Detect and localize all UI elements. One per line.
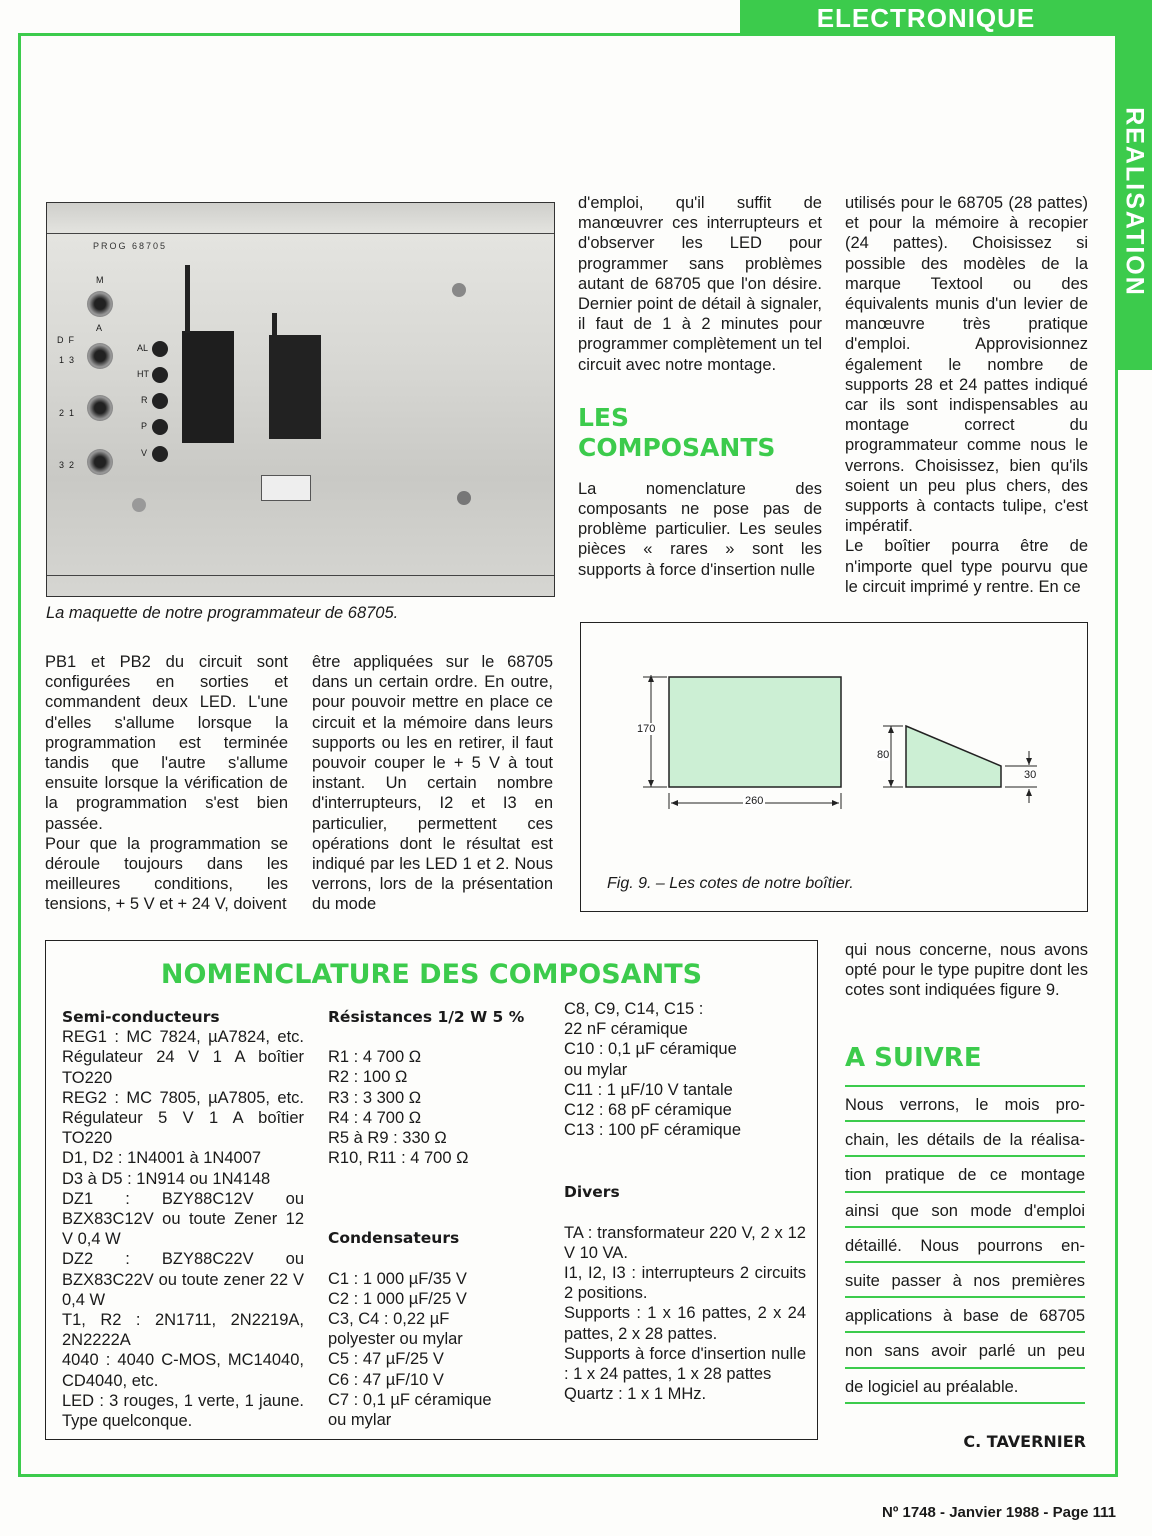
paragraph: d'emploi, qu'il suffit de manœuvrer ces interrupteurs et d'observer les LED pour programmer sans problèmes autant de 68705 que l'on désire. Dernier point de détail à signaler, il faut de 1 à 2 minutes pour programmer complètement un tel circuit avec notre montage. xyxy=(578,194,822,374)
part-item: R3 : 3 300 Ω xyxy=(328,1088,422,1107)
dim-height: 170 xyxy=(637,723,656,735)
led-label: HT xyxy=(137,369,149,379)
screw xyxy=(132,498,146,512)
paragraph: utilisés pour le 68705 (28 pattes) et pour la mémoire à recopier (24 pattes). Choisissez si possible des modèles de la marque Textool ou des équivalents munis d'un levier de manœuvre très pratique d'emploi. Approvisionnez également le nombre de supports 28 et 24 pattes indiqué car ils sont indispensables au montage correct du programmateur comme nous le verrons. Choisissez, bien qu'ils soient un peu plus chers, des supports à contacts tulipe, c'est impératif. xyxy=(845,194,1088,536)
zif-socket-28 xyxy=(182,331,234,443)
page-frame-right xyxy=(1115,368,1118,1474)
enclosure-dimensions-drawing xyxy=(581,623,1089,913)
zif-lever xyxy=(272,313,277,337)
led xyxy=(152,446,168,462)
part-item: TA : transformateur 220 V, 2 x 12 V 10 VA. xyxy=(564,1223,806,1262)
switch-m xyxy=(87,291,113,317)
part-item: R5 à R9 : 330 Ω xyxy=(328,1129,447,1148)
switch-label: 2 1 xyxy=(59,408,75,418)
switch-label: M xyxy=(96,275,104,285)
led-label: R xyxy=(141,395,148,405)
screw xyxy=(457,491,471,505)
part-item: Quartz : 1 x 1 MHz. xyxy=(564,1385,707,1404)
photo-caption: La maquette de notre programmateur de 68705. xyxy=(46,604,399,622)
subheading: Divers xyxy=(564,1183,620,1202)
ruled-line: tion pratique de ce montage xyxy=(845,1155,1085,1190)
led-label: V xyxy=(141,448,148,458)
dim-back: 80 xyxy=(877,749,890,761)
switch-1 xyxy=(87,343,113,369)
ruled-line: ainsi que son mode d'emploi xyxy=(845,1191,1085,1226)
enclosure-side-view xyxy=(906,726,1001,787)
paragraph: être appliquées sur le 68705 dans un certain ordre. En outre, pour pouvoir mettre en place ce circuit et la mémoire dans leurs supports ou les en retirer, il faut pouvoir couper le + 5 V à tout instant. Un certain nombre d'interrupteurs, I2 et I3 en particulier, permettent ces opérations dont le résultat est indiqué par les LED 1 et 2. Nous verrons, lors de la présentation du mode xyxy=(312,653,553,914)
figure-9 xyxy=(580,622,1088,912)
column-right-top xyxy=(845,193,1088,597)
part-item: C8, C9, C14, C15 : 22 nF céramique xyxy=(564,1000,704,1039)
part-item: R2 : 100 Ω xyxy=(328,1068,408,1087)
part-item: C2 : 1 000 µF/25 V xyxy=(328,1289,467,1308)
resistors-capacitors-column xyxy=(328,1007,548,1430)
ruled-line: suite passer à nos premières xyxy=(845,1261,1085,1296)
dim-front: 30 xyxy=(1024,769,1037,781)
part-item: C11 : 1 µF/10 V tantale xyxy=(564,1080,733,1099)
part-item: C10 : 0,1 µF céramique ou mylar xyxy=(564,1040,737,1079)
semiconductors-column xyxy=(62,1007,304,1431)
column-mid-bottom xyxy=(312,652,553,915)
part-item: C7 : 0,1 µF céramique ou mylar xyxy=(328,1390,492,1430)
part-item: D3 à D5 : 1N914 ou 1N4148 xyxy=(62,1169,271,1188)
paragraph: qui nous concerne, nous avons opté pour le type pupitre dont les cotes sont indiquées figure 9. xyxy=(845,941,1088,1000)
column-mid-top xyxy=(578,193,822,580)
parts-list-box xyxy=(45,940,818,1440)
zif-lever xyxy=(185,265,190,333)
part-item: REG2 : MC 7805, µA7805, etc. Régulateur 5 V 1 A boîtier TO220 xyxy=(62,1088,304,1148)
part-item: LED : 3 rouges, 1 verte, 1 jaune. Type quelconque. xyxy=(62,1391,304,1431)
part-item: R1 : 4 700 Ω xyxy=(328,1048,422,1067)
led-label: AL xyxy=(137,343,149,353)
zif-socket-24 xyxy=(269,335,321,439)
screw xyxy=(452,283,466,297)
figure-caption: Fig. 9. – Les cotes de notre boîtier. xyxy=(607,875,854,892)
a-suivre-heading: A SUIVRE xyxy=(845,1043,982,1073)
switch-label: A xyxy=(96,323,103,333)
part-item: C3, C4 : 0,22 µF polyester ou mylar xyxy=(328,1310,463,1349)
switch-label: D F xyxy=(57,335,74,345)
column-right-bottom xyxy=(845,940,1088,1001)
programmer-photo xyxy=(46,202,555,597)
side-tab-label: REALISATION xyxy=(1120,106,1148,297)
led xyxy=(152,367,168,383)
part-item: C13 : 100 pF céramique xyxy=(564,1121,742,1140)
ruled-line: applications à base de 68705 xyxy=(845,1296,1085,1331)
part-item: C6 : 47 µF/10 V xyxy=(328,1370,444,1389)
subheading: Semi-conducteurs xyxy=(62,1008,220,1026)
part-item: 4040 : 4040 C-MOS, MC14040, CD4040, etc. xyxy=(62,1351,304,1390)
author: C. TAVERNIER xyxy=(963,1432,1086,1451)
part-item: D1, D2 : 1N4001 à 1N4007 xyxy=(62,1149,262,1168)
switch-3 xyxy=(87,449,113,475)
part-item: I1, I2, I3 : interrupteurs 2 circuits 2 positions. xyxy=(564,1264,806,1303)
switch-2 xyxy=(87,395,113,421)
parts-list-title: NOMENCLATURE DES COMPOSANTS xyxy=(160,959,703,990)
ruled-line: chain, les détails de la réalisa- xyxy=(845,1120,1085,1155)
ruled-line: Nous verrons, le mois pro- xyxy=(845,1085,1085,1120)
part-item: R10, R11 : 4 700 Ω xyxy=(328,1149,469,1168)
led xyxy=(152,393,168,409)
column-left-bottom xyxy=(45,652,288,915)
section-heading: LES COMPOSANTS xyxy=(578,402,776,462)
part-item: C12 : 68 pF céramique xyxy=(564,1101,732,1120)
ruled-line: non sans avoir parlé un peu xyxy=(845,1331,1085,1366)
led-label: P xyxy=(141,421,148,431)
led xyxy=(152,341,168,357)
subheading: Condensateurs xyxy=(328,1229,460,1248)
capacitors-misc-column xyxy=(564,999,806,1404)
part-item: C5 : 47 µF/25 V xyxy=(328,1350,444,1369)
paragraph: Pour que la programmation se déroule toujours dans les meilleures conditions, les tensions, + 5 V et + 24 V, doivent xyxy=(45,834,288,914)
part-item: Supports à force d'insertion nulle : 1 x 24 pattes, 1 x 28 pattes xyxy=(564,1344,806,1384)
section-header: ELECTRONIQUE xyxy=(740,0,1152,36)
paragraph: PB1 et PB2 du circuit sont configurées en sorties et commandent deux LED. L'une d'elles s'allume lorsque la programmation est terminée tandis que l'autre s'allume ensuite lorsque la vérification de la programmation s'est bien passée. xyxy=(45,653,288,833)
part-item: REG1 : MC 7824, µA7824, etc. Régulateur 24 V 1 A boîtier TO220 xyxy=(62,1028,304,1087)
enclosure-top-view xyxy=(669,677,841,787)
dip-switch xyxy=(261,475,311,501)
switch-label: 1 3 xyxy=(59,355,75,365)
ruled-line: de logiciel au préalable. xyxy=(845,1367,1085,1404)
part-item: C1 : 1 000 µF/35 V xyxy=(328,1269,467,1288)
side-tab xyxy=(1115,33,1152,370)
part-item: R4 : 4 700 Ω xyxy=(328,1108,422,1127)
part-item: T1, R2 : 2N1711, 2N2219A, 2N2222A xyxy=(62,1311,304,1350)
led xyxy=(152,419,168,435)
a-suivre-box xyxy=(845,1085,1085,1404)
paragraph: Le boîtier pourra être de n'importe quel type pourvu que le circuit imprimé y rentre. En ce xyxy=(845,537,1088,596)
page-footer: Nº 1748 - Janvier 1988 - Page 111 xyxy=(882,1504,1116,1521)
panel-label: PROG 68705 xyxy=(93,241,168,251)
part-item: DZ2 : BZY88C22V ou BZX83C22V ou toute zener 22 V 0,4 W xyxy=(62,1250,304,1309)
dim-width: 260 xyxy=(745,795,764,807)
part-item: DZ1 : BZY88C12V ou BZX83C12V ou toute Zener 12 V 0,4 W xyxy=(62,1189,304,1249)
ruled-line: détaillé. Nous pourrons en- xyxy=(845,1226,1085,1261)
paragraph: La nomenclature des composants ne pose pas de problème particulier. Les seules pièces « rares » sont les supports à force d'insertion nulle xyxy=(578,479,822,579)
part-item: Supports : 1 x 16 pattes, 2 x 24 pattes, 2 x 28 pattes. xyxy=(564,1304,806,1343)
switch-label: 3 2 xyxy=(59,460,75,470)
subheading: Résistances 1/2 W 5 % xyxy=(328,1008,525,1026)
